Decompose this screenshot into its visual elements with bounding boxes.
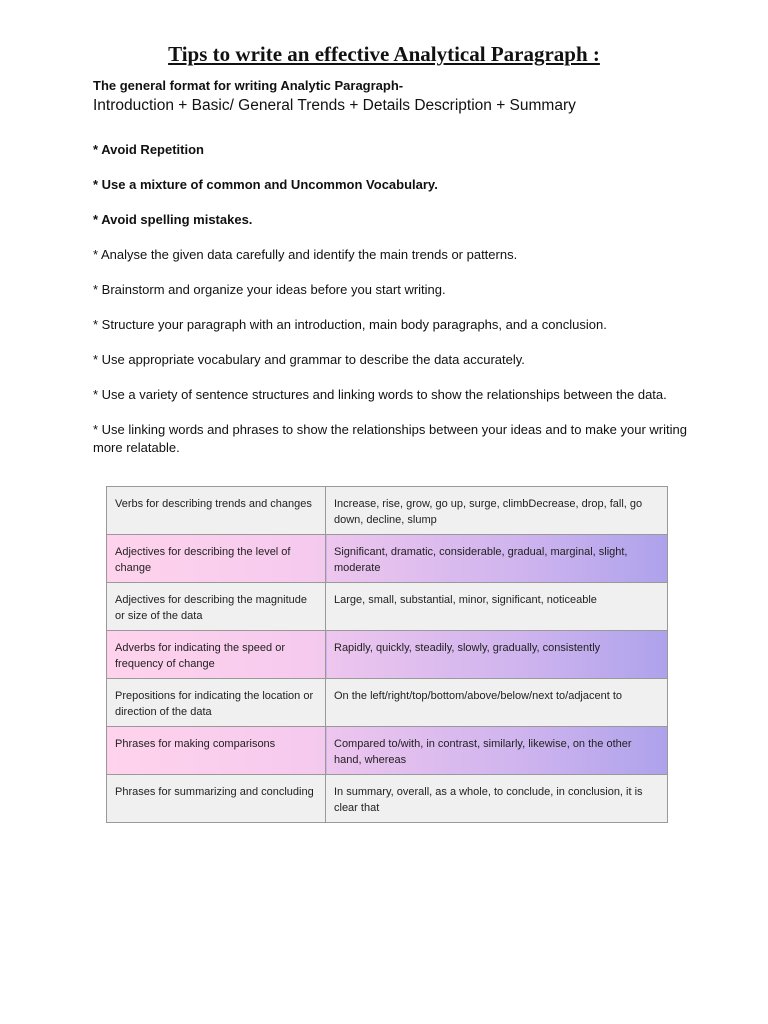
tip-item: * Avoid Repetition: [93, 142, 204, 157]
table-cell-examples: On the left/right/top/bottom/above/below/next to/adjacent to: [326, 679, 668, 727]
table-cell-examples: Large, small, substantial, minor, significant, noticeable: [326, 583, 668, 631]
table-cell-examples: Significant, dramatic, considerable, gradual, marginal, slight, moderate: [326, 535, 668, 583]
table-row: [107, 583, 668, 631]
table-cell-category: Phrases for summarizing and concluding: [107, 775, 326, 823]
format-formula: Introduction + Basic/ General Trends + Details Description + Summary: [93, 97, 576, 114]
table-cell-category: Verbs for describing trends and changes: [107, 487, 326, 535]
table-row: [107, 679, 668, 727]
tip-item: * Use a mixture of common and Uncommon Vocabulary.: [93, 177, 438, 192]
table-cell-category: Phrases for making comparisons: [107, 727, 326, 775]
table-cell-examples: Rapidly, quickly, steadily, slowly, gradually, consistently: [326, 631, 668, 679]
page-title: Tips to write an effective Analytical Paragraph :: [168, 42, 600, 66]
table-cell-examples: Increase, rise, grow, go up, surge, climbDecrease, drop, fall, go down, decline, slump: [326, 487, 668, 535]
tip-item: * Structure your paragraph with an introduction, main body paragraphs, and a conclusion.: [93, 317, 607, 332]
table-cell-category: Prepositions for indicating the location or direction of the data: [107, 679, 326, 727]
tip-item: * Analyse the given data carefully and identify the main trends or patterns.: [93, 247, 518, 262]
table-row: [107, 535, 668, 583]
table-row: [107, 727, 668, 775]
tip-item: * Brainstorm and organize your ideas before you start writing.: [93, 282, 446, 297]
table-row: [107, 487, 668, 535]
tip-item: * Use appropriate vocabulary and grammar to describe the data accurately.: [93, 352, 525, 367]
table-row: [107, 631, 668, 679]
table-cell-examples: In summary, overall, as a whole, to conclude, in conclusion, it is clear that: [326, 775, 668, 823]
tips-list: [93, 141, 693, 474]
tip-item: * Avoid spelling mistakes.: [93, 212, 253, 227]
table-cell-examples: Compared to/with, in contrast, similarly, likewise, on the other hand, whereas: [326, 727, 668, 775]
table-cell-category: Adverbs for indicating the speed or frequency of change: [107, 631, 326, 679]
table-cell-category: Adjectives for describing the level of change: [107, 535, 326, 583]
tip-item: * Use linking words and phrases to show the relationships between your ideas and to make your writing more relatable.: [93, 422, 687, 455]
tip-item: * Use a variety of sentence structures and linking words to show the relationships between the data.: [93, 387, 667, 402]
vocabulary-table: [106, 486, 668, 823]
format-label: The general format for writing Analytic Paragraph-: [93, 78, 404, 93]
table-cell-category: Adjectives for describing the magnitude or size of the data: [107, 583, 326, 631]
table-row: [107, 775, 668, 823]
